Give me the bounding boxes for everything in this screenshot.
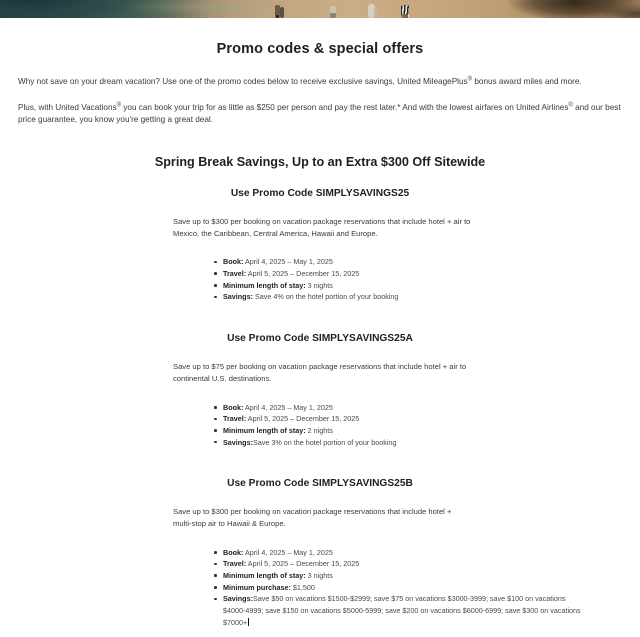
term-label: Savings:: [223, 437, 253, 447]
list-item: [214, 425, 582, 437]
term-label: Book:: [223, 257, 244, 267]
promo-section-3: [18, 478, 622, 628]
beach-figure: [400, 0, 414, 18]
promo-section-2: [18, 333, 622, 448]
intro-paragraph-2-text-b: you can book your trip for as little as $250 per person and pay the rest later.* And with the lowest airfares on United Airlines: [121, 102, 569, 112]
term-label: Travel:: [223, 268, 247, 278]
promo-code-heading: Use Promo Code SIMPLYSAVINGS25A: [227, 332, 413, 344]
term-value: April 5, 2025 – December 15, 2025: [246, 414, 360, 424]
list-item: [214, 593, 582, 628]
list-item: [214, 437, 582, 449]
term-value: April 4, 2025 – May 1, 2025: [243, 402, 333, 412]
list-item: [214, 280, 582, 292]
beach-figure: [366, 0, 380, 18]
term-value: 3 nights: [305, 571, 333, 581]
list-item: [214, 268, 582, 280]
promo-terms-list: [18, 547, 622, 629]
term-value: April 5, 2025 – December 15, 2025: [246, 268, 360, 278]
term-value: Save 4% on the hotel portion of your booking: [252, 292, 399, 302]
term-label: Savings:: [223, 594, 253, 604]
offer-headline: Spring Break Savings, Up to an Extra $300 Off Sitewide: [154, 155, 486, 170]
term-label: Minimum length of stay:: [223, 571, 306, 581]
intro-paragraph-1-text-b: bonus award miles and more.: [472, 77, 582, 86]
intro-paragraph-2-text-c: and our best price guarantee, you know you're getting a great deal.: [18, 102, 621, 125]
promo-code-heading: Use Promo Code SIMPLYSAVINGS25: [230, 187, 410, 199]
promo-description: Save up to $300 per booking on vacation package reservations that include hotel + multi-stop air to Hawaii & Europe.: [173, 507, 452, 529]
term-value: April 4, 2025 – May 1, 2025: [243, 547, 333, 557]
term-value: 3 nights: [305, 280, 333, 290]
promo-description: Save up to $300 per booking on vacation package reservations that include hotel + air to Mexico, the Caribbean, Central America, Hawaii and Europe.: [173, 216, 471, 239]
term-value: Save $50 on vacations $1500-$2999; save $75 on vacations $3000-3999; save $100 on vacations $4000-4999; save $150 on vacations $5000-5999; save $200 on vacations $6000-6999; save $300 on vacations $7000+: [223, 594, 581, 627]
intro-paragraph-2: [18, 102, 622, 127]
promo-terms-list: [18, 256, 622, 303]
term-value: $1,500: [290, 582, 315, 592]
list-item: [214, 291, 582, 303]
term-label: Travel:: [223, 414, 247, 424]
term-value: April 4, 2025 – May 1, 2025: [243, 257, 333, 267]
term-label: Book:: [223, 402, 244, 412]
promo-description: Save up to $75 per booking on vacation package reservations that include hotel + air to continental U.S. destinations.: [173, 361, 467, 384]
term-label: Book:: [223, 547, 244, 557]
hero-banner: [0, 0, 640, 18]
beach-figure: [328, 0, 340, 18]
promo-section-1: [18, 188, 622, 303]
intro-paragraph-2-text-a: Plus, with United Vacations: [18, 102, 117, 112]
promo-code-heading: Use Promo Code SIMPLYSAVINGS25B: [227, 478, 413, 490]
list-item: [214, 402, 582, 414]
registered-mark-icon: ®: [116, 101, 122, 108]
list-item: [214, 256, 582, 268]
list-item: [214, 570, 582, 582]
list-item: [214, 558, 582, 570]
list-item: [214, 582, 582, 594]
list-item: [214, 547, 582, 559]
intro-paragraph-1-text-a: Why not save on your dream vacation? Use one of the promo codes below to receive exclusive savings, United MileagePlus: [18, 77, 468, 86]
term-value: April 5, 2025 – December 15, 2025: [246, 559, 360, 569]
list-item: [214, 413, 582, 425]
term-value: Save 3% on the hotel portion of your booking: [252, 437, 397, 447]
page-title: Promo codes & special offers: [216, 41, 424, 57]
term-label: Minimum length of stay:: [223, 425, 306, 435]
intro-paragraph-1: [18, 76, 622, 89]
registered-mark-icon: ®: [467, 76, 473, 83]
beach-figure: [274, 0, 287, 18]
text-cursor: [248, 618, 249, 626]
term-value: 2 nights: [305, 425, 333, 435]
promo-terms-list: [18, 402, 622, 449]
page-content: [0, 41, 640, 628]
term-label: Minimum length of stay:: [223, 280, 306, 290]
term-label: Travel:: [223, 559, 247, 569]
term-label: Savings:: [223, 292, 253, 302]
registered-mark-icon: ®: [568, 101, 573, 108]
term-label: Minimum purchase:: [223, 582, 291, 592]
